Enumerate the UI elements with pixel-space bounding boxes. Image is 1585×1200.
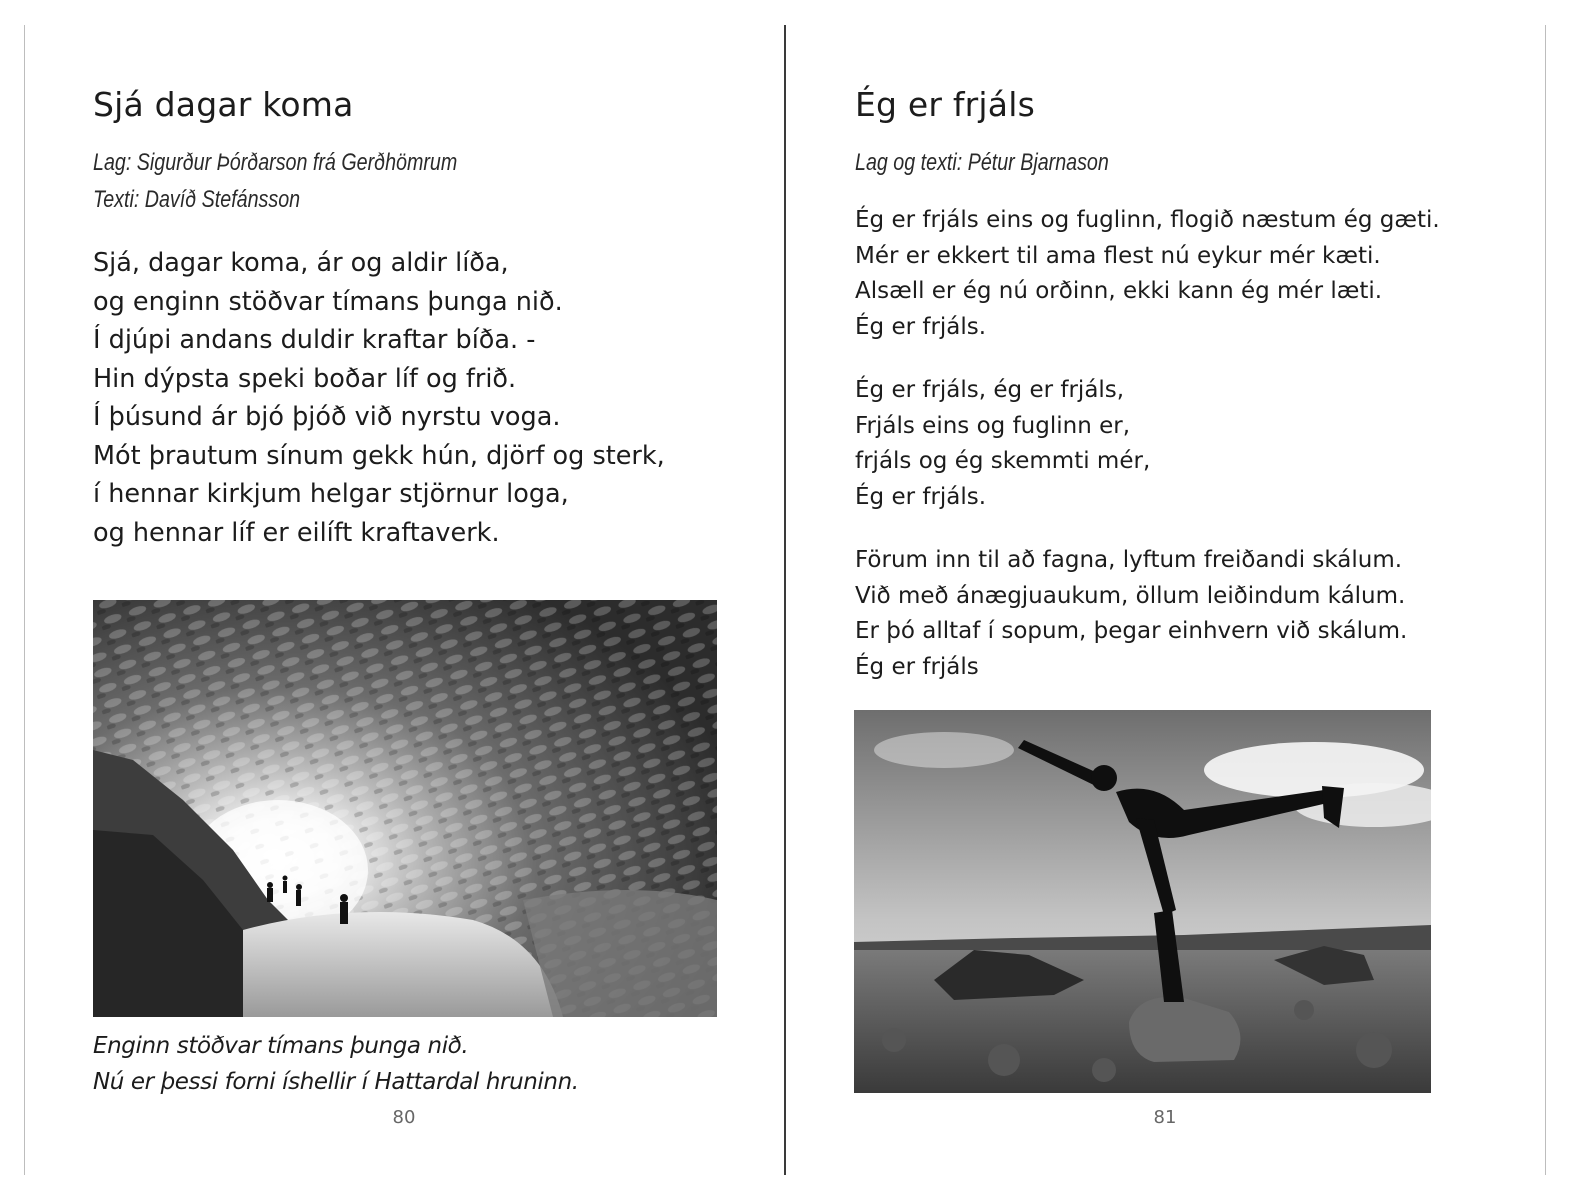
poem-line: Mót þrautum sínum gekk hún, djörf og sterk, (93, 440, 665, 471)
poem-line: í hennar kirkjum helgar stjörnur loga, (93, 479, 569, 509)
caption-line: Nú er þessi forni íshellir í Hattardal hruninn. (93, 1069, 579, 1095)
right-page (786, 0, 1546, 1200)
poem-line: Ég er frjáls. (855, 483, 987, 510)
poem-line: Við með ánægjuaukum, öllum leiðindum kálum. (855, 582, 1406, 609)
balancing-person-photo-illustration (854, 710, 1431, 1093)
caption-line: Enginn stöðvar tímans þunga nið. (93, 1033, 469, 1059)
left-page (0, 0, 785, 1200)
poem-line: Ég er frjáls (855, 653, 979, 680)
poem-line: Sjá, dagar koma, ár og aldir líða, (93, 248, 509, 278)
poem-line: Í þúsund ár bjó þjóð við nyrstu voga. (93, 402, 561, 432)
poem-stanza-2 (855, 373, 1150, 515)
poem-stanza-3 (855, 543, 1407, 685)
song-credits (855, 144, 1109, 181)
credit-line-lyrics: Texti: Davíð Stefánsson (93, 186, 301, 213)
ice-cave-photo-illustration (93, 600, 717, 1017)
credit-line-melody: Lag: Sigurður Þórðarson frá Gerðhömrum (93, 149, 458, 176)
poem-line: Hin dýpsta speki boðar líf og frið. (93, 363, 517, 394)
poem-stanza-1 (855, 203, 1440, 345)
poem-line: Í djúpi andans duldir kraftar bíða. - (93, 325, 536, 355)
poem-line: Ég er frjáls, ég er frjáls, (855, 377, 1125, 403)
song-credits (93, 144, 457, 218)
page-number: 80 (392, 1107, 416, 1128)
balancing-person-photo (854, 710, 1431, 1093)
page-number: 81 (1153, 1107, 1177, 1128)
poem-line: Mér er ekkert til ama flest nú eykur mér kæti. (855, 242, 1381, 269)
song-title: Ég er frjáls (855, 85, 1035, 124)
poem-line: Ég er frjáls eins og fuglinn, flogið næstum ég gæti. (855, 207, 1440, 233)
poem-line: frjáls og ég skemmti mér, (855, 448, 1151, 474)
song-title: Sjá dagar koma (93, 85, 354, 124)
poem-line: Alsæll er ég nú orðinn, ekki kann ég mér læti. (855, 278, 1383, 304)
poem-line: og enginn stöðvar tímans þunga nið. (93, 286, 563, 317)
poem-line: Förum inn til að fagna, lyftum freiðandi skálum. (855, 547, 1403, 573)
poem-text (93, 244, 665, 552)
poem-line: Frjáls eins og fuglinn er, (855, 412, 1131, 439)
ice-cave-photo (93, 600, 717, 1017)
poem-line: Ég er frjáls. (855, 313, 987, 340)
photo-caption (93, 1028, 579, 1100)
poem-line: Er þó alltaf í sopum, þegar einhvern við skálum. (855, 618, 1408, 644)
credit-line-melody-lyrics: Lag og texti: Pétur Bjarnason (855, 149, 1109, 176)
poem-line: og hennar líf er eilíft kraftaverk. (93, 517, 500, 548)
